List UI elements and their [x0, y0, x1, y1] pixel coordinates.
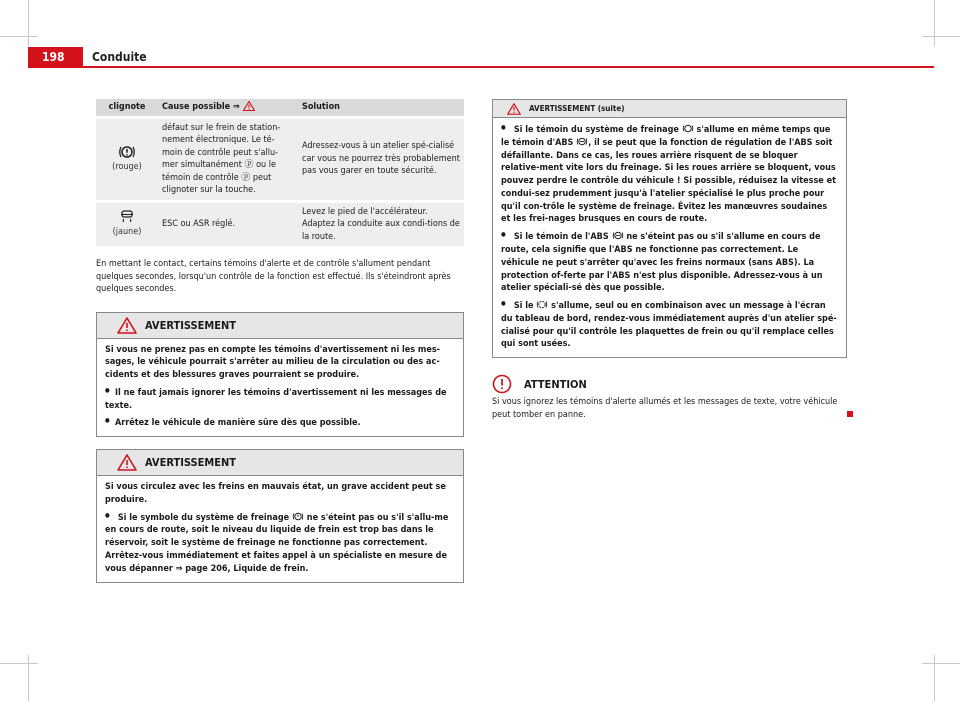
- indicator-color: (rouge): [112, 161, 142, 172]
- attention-header: [492, 374, 847, 394]
- attention-icon: [492, 374, 512, 394]
- indicator-table: [96, 99, 464, 246]
- abs-icon: [576, 137, 588, 146]
- warning-title: AVERTISSEMENT: [145, 456, 237, 470]
- abs-icon: [612, 231, 624, 240]
- crop-mark: [0, 36, 38, 37]
- warning-triangle-icon: [117, 454, 137, 471]
- warning-text: Si vous circulez avec les freins en mauvais état, un grave accident peut se produire.: [105, 482, 446, 505]
- brake-pad-icon: [536, 300, 548, 309]
- attention-block: [492, 374, 847, 421]
- crop-mark: [934, 655, 935, 701]
- table-cell-solution: Adressez-vous à un atelier spé-cialisé car vous ne pourrez très probablement pas vous garer en toute sécurité.: [298, 117, 464, 201]
- brake-system-icon: [682, 124, 694, 133]
- page-header: [28, 47, 934, 67]
- warning-triangle-icon: [507, 103, 521, 115]
- warning-header: [97, 450, 463, 476]
- table-cell-cause: ESC ou ASR réglé.: [158, 201, 298, 246]
- warning-box: [96, 449, 464, 582]
- intro-paragraph: En mettant le contact, certains témoins d'alerte et de contrôle s'allument pendant quelques secondes, lorsqu'un contrôle de la fonction est effectué. Ils s'éteindront après quelques secondes.: [96, 259, 451, 294]
- warning-body: [97, 476, 463, 581]
- table-header-cell: Solution: [298, 99, 464, 117]
- crop-mark: [0, 663, 38, 664]
- table-cell-indicator: [96, 201, 158, 246]
- warning-triangle-icon: [243, 101, 255, 111]
- warning-header: [97, 313, 463, 339]
- warning-triangle-icon: [117, 317, 137, 334]
- page-number: 198: [28, 47, 83, 67]
- warning-box: [492, 99, 847, 358]
- warning-body: [97, 339, 463, 437]
- crop-mark: [934, 0, 935, 46]
- header-rule: [28, 66, 934, 68]
- table-row: [96, 201, 464, 246]
- crop-mark: [922, 36, 960, 37]
- left-column: [96, 99, 464, 583]
- esc-skid-icon: [119, 210, 135, 224]
- warning-title: AVERTISSEMENT: [145, 318, 237, 332]
- warning-bullet: ● Si le s'allume, seul ou en combinaison avec un message à l'écran du tableau de bord, rendez-vous immédiatement auprès d'un atelier spé-cialisé pour qu'il contrôle les plaquettes de frein ou qu'il remplace celles qui sont usées.: [501, 299, 838, 351]
- warning-box: [96, 312, 464, 438]
- table-cell-indicator: [96, 117, 158, 201]
- warning-bullet: ● Si le témoin du système de freinage s'allume en même temps que le témoin d'ABS , il se peut que la fonction de régulation de l'ABS soit défaillante. Dans ce cas, les roues arrière risquent de se bloquer relative-ment vite lors du freinage. Si les roues arrière se bloquent, vous pouvez perdre le contrôle du véhicule ! Si possible, réduisez la vitesse et condui-sez prudemment jusqu'à l'atelier spécialisé le plus proche pour qu'il con-trôle le système de freinage. Évitez les manœuvres soudaines et les frei-nages brusques en cours de route.: [501, 123, 838, 226]
- table-cell-solution: Levez le pied de l'accélérateur. Adaptez la conduite aux condi-tions de la route.: [298, 201, 464, 246]
- warning-bullet: ● Il ne faut jamais ignorer les témoins d'avertissement ni les messages de texte.: [105, 386, 455, 413]
- warning-body: [493, 118, 846, 357]
- attention-title: ATTENTION: [524, 377, 587, 391]
- page-title: Conduite: [92, 50, 147, 64]
- warning-header: [493, 100, 846, 118]
- crop-mark: [922, 663, 960, 664]
- crop-mark: [28, 655, 29, 701]
- crop-mark: [28, 0, 29, 46]
- brake-warning-icon: [118, 145, 136, 159]
- warning-text: Si vous ne prenez pas en compte les témoins d'avertissement ni les mes-sages, le véhicule pourrait s'arrêter au milieu de la circulation ou des ac-cidents et des blessures graves pourraient se produire.: [105, 344, 441, 381]
- warning-title: AVERTISSEMENT (suite): [529, 104, 625, 113]
- warning-bullet: ● Si le témoin de l'ABS ne s'éteint pas ou s'il s'allume en cours de route, cela signifie que l'ABS ne fonctionne pas correctement. Le véhicule ne peut s'arrêter qu'avec les freins normaux (sans ABS). La protection of-ferte par l'ABS n'est plus disponible. Adressez-vous à un atelier spéciali-sé dès que possible.: [501, 230, 838, 295]
- brake-system-icon: [292, 512, 304, 521]
- table-header-cell: clignote: [96, 99, 158, 117]
- table-row: [96, 117, 464, 201]
- table-cell-cause: défaut sur le frein de station-nement électronique. Le té-moin de contrôle peut s'allu-mer simultanément ⓟ ou le témoin de contrôle ⓟ peut clignoter sur la touche.: [158, 117, 298, 201]
- table-header-row: [96, 99, 464, 117]
- table-header-cell: Cause possible ⇒: [158, 99, 298, 117]
- attention-text: Si vous ignorez les témoins d'alerte allumés et les messages de texte, votre véhicule peut tomber en panne.: [492, 397, 838, 420]
- indicator-color: (jaune): [112, 227, 142, 237]
- section-end-marker: [847, 411, 853, 417]
- warning-bullet: ● Si le symbole du système de freinage ne s'éteint pas ou s'il s'allu-me en cours de route, soit le niveau du liquide de frein est trop bas dans le réservoir, soit le système de freinage ne fonctionne pas correctement. Arrêtez-vous immédiatement et faites appel à un spécialiste en mesure de vous dépanner ⇒ page 206, Liquide de frein.: [105, 511, 455, 576]
- right-column: [492, 99, 847, 421]
- warning-bullet: ● Arrêtez le véhicule de manière sûre dès que possible.: [105, 416, 455, 430]
